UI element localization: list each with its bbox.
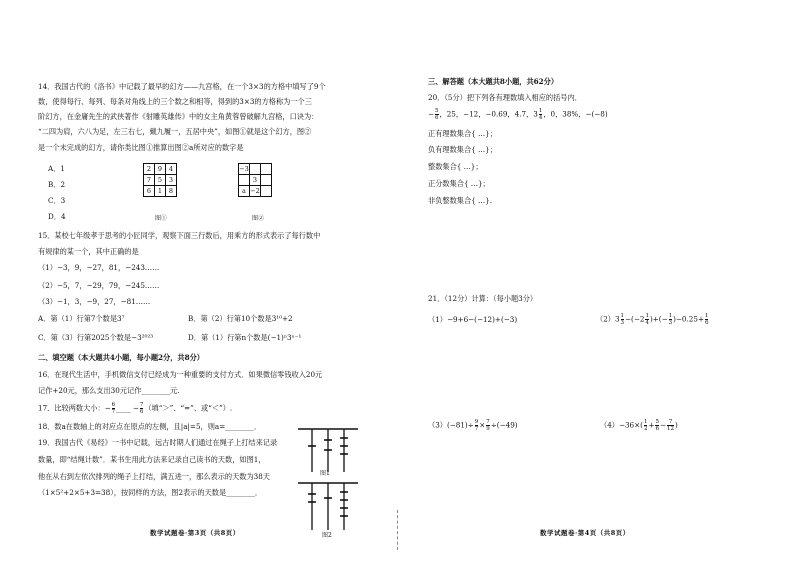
q19-line3: 他在从右到左依次排列的绳子上打结，满五进一，那么表示的天数为38天 <box>38 472 270 481</box>
fig1-caption: 图① <box>155 215 168 222</box>
q14-option-c: C．3 <box>48 196 66 205</box>
q20-set-nonneg-integer: 非负整数集合{ …}. <box>428 196 493 205</box>
q14-line1: 14．我国古代的《洛书》中记载了最早的幻方——九宫格，在一个3×3的方格中填写了9个 <box>38 82 326 91</box>
q19-line1: 19．我国古代《易经》一书中记载，远古时期人们通过在绳子上打结来记录 <box>38 438 278 447</box>
q19-line2: 数量，即“结绳计数”．某书生用此方法来记录自己读书的天数，如图1， <box>38 455 266 464</box>
q20-set-positive: 正有理数集合{ …}； <box>428 129 497 138</box>
q14-line2: 数，使得每行、每列、每条对角线上的三个数之和相等，得到的3×3的方格称为一个三 <box>38 97 312 106</box>
q16-line2: 记作+20元，那么支出30元记作________元. <box>38 386 180 395</box>
q21-part1: （1）−9+6−(−12)+(−3) <box>428 315 518 324</box>
q21-part2: （2）3 $\frac{1}{3}$ −(−2 $\frac{1}{4}$ )+(− $\frac{1}{3}$ )−0.25+ $\frac{1}{6}$ <box>596 313 709 326</box>
right-page-footer: 数学试题卷·第4页（共8页） <box>540 529 630 537</box>
magic-square-fig2: −3 3 a −2 <box>238 163 272 197</box>
q15-option-c: C．第（3）行第2025个数是−3²⁰²³ <box>38 333 154 342</box>
fig2-caption: 图② <box>252 215 265 222</box>
page-divider <box>397 510 399 550</box>
knot-fig1-caption: 图1 <box>320 470 330 477</box>
q19-line4: （1×5²+2×5+3=38），按同样的方法，图2表示的天数是________． <box>38 488 263 497</box>
section3-heading: 三、解答题（本大题共8小题，共62分） <box>428 77 559 86</box>
q20-numbers: − $\frac{5}{6}$ ，25，−12，−0.69，4.7，3 $\frac{1}{4}$ ，0，38%，−(−8) <box>428 108 608 121</box>
knot-rope-fig2 <box>296 480 360 536</box>
q20-set-integer: 整数集合{ …}； <box>428 162 483 171</box>
q15-row2: （2）−5，7，−29，79，−245…… <box>38 281 160 290</box>
left-page <box>0 0 395 562</box>
q21-title: 21．（12分）计算：（每小题3分） <box>428 294 538 303</box>
q14-option-b: B．2 <box>48 180 66 189</box>
knot-fig2-caption: 图2 <box>322 532 332 539</box>
left-page-footer: 数学试题卷·第3页（共8页） <box>150 529 240 537</box>
q15-line1: 15．某校七年级孝于思考的小匠同学，观察下面三行数后，用乘方的形式表示了每行数中 <box>38 231 321 240</box>
q16-line1: 16．在现代生活中，手机微信支付已经成为一种重要的支付方式．如果微信零钱收入20元 <box>38 370 323 379</box>
q14-line4: “二四为肩，六八为足，左三右七，戴九履一，五居中央”，如图①就是这个幻方，图② <box>38 127 312 136</box>
q14-line5: 是一个未完成的幻方，请你类比图①推算出图②a所对应的数字是 <box>38 143 244 152</box>
q21-part3: （3）(−81)÷ $\frac{9}{7}$ × $\frac{7}{9}$ ÷(−49) <box>428 419 518 432</box>
q14-line3: 阶幻方，在金庸先生的武侠著作《射雕英雄传》中的女主角黄蓉曾破解九宫格，口诀为： <box>38 112 319 121</box>
q15-option-d: D．第（1）行第n个数是(−1)ⁿ3ⁿ⁻¹ <box>188 333 302 342</box>
section2-heading: 二、填空题（本大题共4小题，每小题2分，共8分） <box>38 353 204 362</box>
q15-row3: （3）−1，3，−9，27，−81…… <box>38 297 151 306</box>
q21-part4: （4）−36×( $\frac{1}{2}$ + $\frac{5}{6}$ − $\frac{7}{12}$ ) <box>600 419 678 432</box>
q20-set-positive-fraction: 正分数集合{ …}； <box>428 179 490 188</box>
q20-set-negative: 负有理数集合{ …}； <box>428 145 497 154</box>
q15-option-a: A．第（1）行第7个数是3⁷ <box>38 314 125 323</box>
q15-line2: 有规律的某一个，其中正确的是 <box>38 247 139 256</box>
q15-option-b: B．第（2）行第10个数是3¹⁰+2 <box>188 314 293 323</box>
q20-line1: 20．（5分）把下列各有理数填入相应的括号内． <box>428 93 582 102</box>
q18-line1: 18．数a在数轴上的对应点在原点的左侧，且|a|=5，则a=________． <box>38 422 262 431</box>
q14-option-d: D．4 <box>48 212 66 221</box>
q14-option-a: A．1 <box>48 164 65 173</box>
q15-row1: （1）−3，9，−27，81，−243…… <box>38 263 160 272</box>
magic-square-fig1: 2 9 4 7 5 3 6 1 8 <box>143 163 177 197</box>
right-page <box>400 0 794 562</box>
q17-line: 17．比较两数大小：− $\frac{6}{7}$ ____ − $\frac{7}{6}$ （填“＞”、“=”、或“＜”）. <box>38 402 233 415</box>
